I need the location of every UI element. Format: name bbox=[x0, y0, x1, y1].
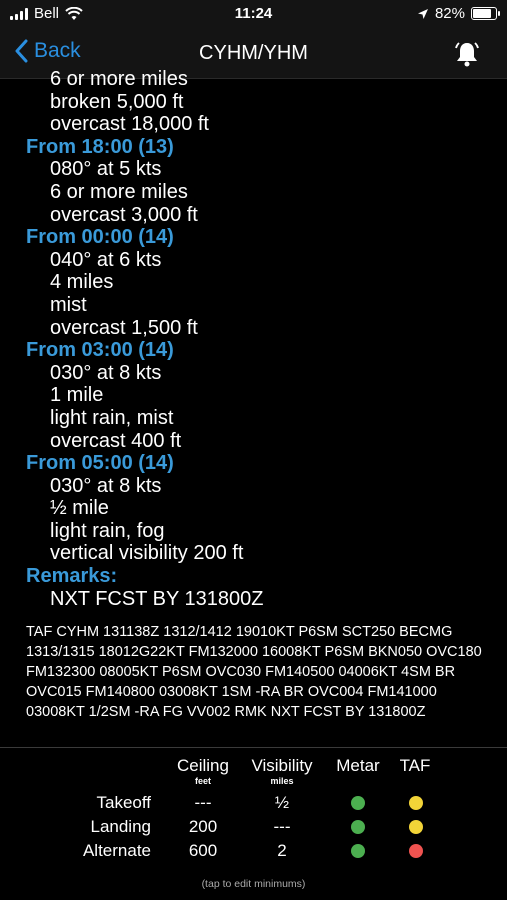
location-arrow-icon bbox=[417, 8, 429, 20]
minimum-row-label: Alternate bbox=[82, 841, 151, 860]
divider bbox=[0, 747, 507, 748]
forecast-detail: overcast 1,500 ft bbox=[50, 316, 198, 339]
forecast-detail: overcast 18,000 ft bbox=[50, 113, 209, 136]
edit-minimums-hint[interactable]: (tap to edit minimums) bbox=[201, 878, 306, 890]
battery-icon bbox=[471, 7, 497, 20]
status-bar bbox=[0, 0, 507, 30]
ceiling-unit: feet bbox=[194, 776, 211, 786]
forecast-detail: vertical visibility 200 ft bbox=[50, 542, 244, 565]
forecast-detail: overcast 3,000 ft bbox=[50, 203, 198, 226]
visibility-value: --- bbox=[273, 817, 291, 836]
taf-status-dot bbox=[409, 796, 423, 810]
forecast-detail: ½ mile bbox=[50, 497, 109, 520]
forecast-period-heading: From 00:00 (14) bbox=[26, 226, 174, 249]
visibility-value: ½ bbox=[274, 793, 290, 812]
minimum-row-label: Takeoff bbox=[96, 793, 151, 812]
forecast-detail: NXT FCST BY 131800Z bbox=[50, 587, 264, 610]
back-label: Back bbox=[34, 39, 81, 62]
forecast-detail: mist bbox=[50, 293, 87, 316]
forecast-period-heading: Remarks: bbox=[26, 565, 118, 588]
visibility-header bbox=[242, 756, 322, 786]
forecast-detail: 6 or more miles bbox=[50, 68, 188, 90]
forecast-detail: overcast 400 ft bbox=[50, 429, 182, 452]
ceiling-label: Ceiling bbox=[177, 756, 229, 775]
forecast-list[interactable] bbox=[0, 68, 507, 620]
raw-taf-text: TAF CYHM 131138Z 1312/1412 19010KT P6SM SCT250 BECMG 1313/1315 18012G22KT FM132000 16008KT P6SM BKN050 OVC180 FM132300 08005KT P6SM OVC030 FM140500 04006KT 4SM BR OVC015 FM140800 03008KT 1SM -RA BR OVC004 FM141000 03008KT 1/2SM -RA FG VV002 RMK NXT FCST BY 131800Z bbox=[26, 624, 482, 720]
forecast-detail: 4 miles bbox=[50, 271, 114, 294]
taf-status-dot bbox=[409, 844, 423, 858]
forecast-period-heading: From 03:00 (14) bbox=[26, 339, 174, 362]
forecast-content bbox=[0, 68, 507, 610]
forecast-detail: broken 5,000 ft bbox=[50, 90, 184, 113]
taf-status-dot bbox=[409, 820, 423, 834]
metar-status-dot bbox=[351, 844, 365, 858]
battery-percent: 82% bbox=[434, 5, 465, 22]
visibility-unit: miles bbox=[270, 776, 294, 786]
metar-header bbox=[330, 756, 386, 776]
status-right bbox=[417, 5, 497, 22]
forecast-detail: 040° at 6 kts bbox=[50, 248, 162, 271]
forecast-detail: 030° at 8 kts bbox=[50, 361, 162, 384]
metar-label: Metar bbox=[336, 756, 380, 775]
forecast-detail: 6 or more miles bbox=[50, 180, 188, 203]
visibility-label: Visibility bbox=[251, 756, 313, 775]
forecast-detail: 030° at 8 kts bbox=[50, 474, 162, 497]
forecast-detail: 080° at 5 kts bbox=[50, 158, 162, 181]
metar-status-dot bbox=[351, 796, 365, 810]
metar-status-dot bbox=[351, 820, 365, 834]
ceiling-value: 200 bbox=[188, 817, 218, 836]
forecast-period-heading: From 18:00 (13) bbox=[26, 135, 174, 158]
ceiling-header bbox=[168, 756, 238, 786]
carrier-label: Bell bbox=[34, 5, 60, 22]
status-time: 11:24 bbox=[234, 5, 273, 22]
forecast-detail: light rain, fog bbox=[50, 519, 165, 542]
taf-header bbox=[390, 756, 440, 776]
minimum-row-label: Landing bbox=[90, 817, 151, 836]
taf-label: TAF bbox=[399, 756, 431, 775]
bell-icon[interactable] bbox=[453, 40, 481, 68]
forecast-detail: light rain, mist bbox=[50, 406, 174, 429]
ceiling-value: 600 bbox=[188, 841, 218, 860]
visibility-value: 2 bbox=[277, 841, 287, 860]
forecast-period-heading: From 05:00 (14) bbox=[26, 452, 174, 475]
ceiling-value: --- bbox=[194, 793, 212, 812]
page-title: CYHM/YHM bbox=[199, 42, 308, 64]
forecast-detail: 1 mile bbox=[50, 384, 104, 407]
